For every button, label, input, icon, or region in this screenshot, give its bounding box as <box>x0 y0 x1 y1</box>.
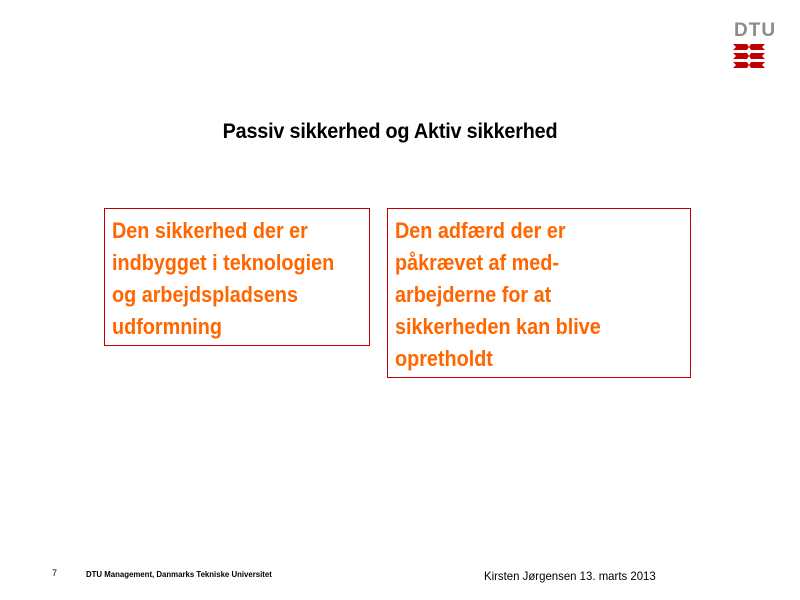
text-line: påkrævet af med- <box>395 250 559 275</box>
slide-title: Passiv sikkerhed og Aktiv sikkerhed <box>222 119 558 143</box>
text-line: udformning <box>112 314 222 339</box>
text-line: sikkerheden kan blive <box>395 314 601 339</box>
chevron-row-3 <box>733 62 765 68</box>
active-safety-text <box>395 215 683 375</box>
text-line: Den sikkerhed der er <box>112 218 308 243</box>
chevron-row-1 <box>733 44 765 50</box>
text-line: indbygget i teknologien <box>112 250 335 275</box>
active-safety-box <box>387 208 691 378</box>
page-number: 7 <box>52 568 58 578</box>
chevron-row-2 <box>733 53 765 59</box>
text-line: opretholdt <box>395 346 493 371</box>
text-line: Den adfærd der er <box>395 218 566 243</box>
footer-author-date: Kirsten Jørgensen 13. marts 2013 <box>484 569 656 583</box>
text-line: og arbejdspladsens <box>112 282 298 307</box>
footer-organization: DTU Management, Danmarks Tekniske Universitet <box>86 569 272 579</box>
dtu-logo <box>732 20 777 72</box>
dtu-chevrons-icon <box>732 44 766 68</box>
text-line: arbejderne for at <box>395 282 552 307</box>
logo-text: DTU <box>734 20 777 41</box>
passive-safety-box <box>104 208 370 346</box>
passive-safety-text <box>112 215 362 343</box>
